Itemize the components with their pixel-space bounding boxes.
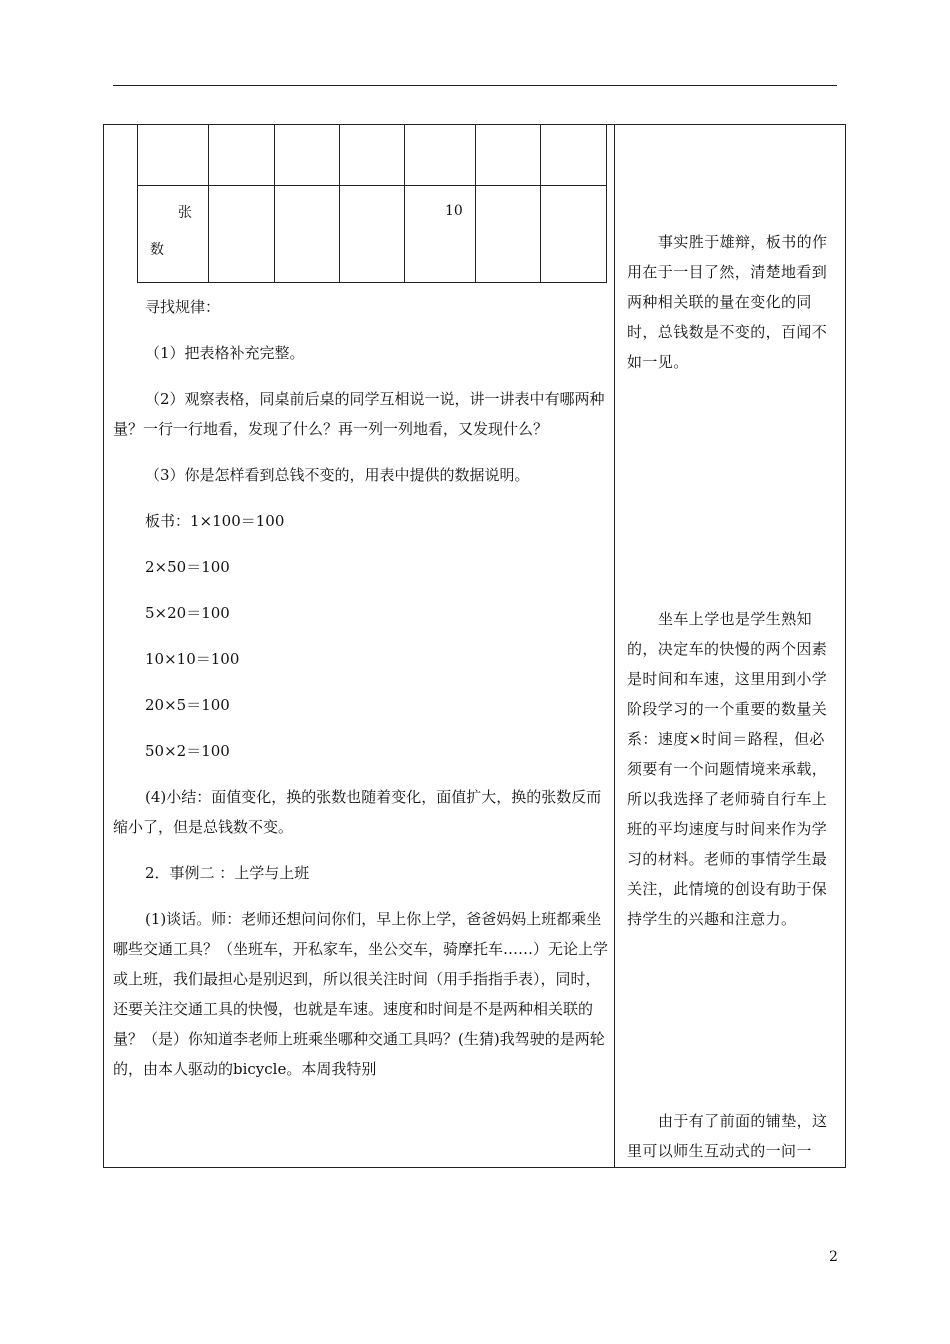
note-text: 由于有了前面的铺垫，这里可以师生互动式的一问一 xyxy=(627,1112,828,1160)
table-cell xyxy=(340,186,405,283)
equation: 5×20＝100 xyxy=(145,604,230,622)
table-cell xyxy=(275,125,340,186)
board-writing: 板书：1×100＝100 xyxy=(145,512,285,530)
table-cell xyxy=(476,186,541,283)
table-cell xyxy=(340,125,405,186)
table-cell xyxy=(209,125,275,186)
page-number: 2 xyxy=(829,1249,838,1265)
table-cell xyxy=(275,186,340,283)
row-label-count xyxy=(138,186,209,283)
row-label-char: 张 xyxy=(178,205,192,221)
note-text: 事实胜于雄辩，板书的作用在于一目了然，清楚地看到两种相关联的量在变化的同时，总钱数是不变的，百闻不如一见。 xyxy=(627,233,828,371)
design-note xyxy=(627,227,839,377)
design-note xyxy=(627,604,839,934)
paragraph: (1)谈话。师：老师还想问问你们，早上你上学，爸爸妈妈上班都乘坐哪些交通工具？（坐班车，开私家车，坐公交车，骑摩托车……）无论上学或上班，我们最担心是别迟到，所以很关注时间（用手指指手表），同时，还要关注交通工具的快慢，也就是车速。速度和时间是不是两种相关联的量？（是）你知道李老师上班乘坐哪种交通工具吗？(生猜)我驾驶的是两轮的，由本人驱动的bicycle。本周我特别 xyxy=(113,910,609,1078)
note-text: 坐车上学也是学生熟知的，决定车的快慢的两个因素是时间和车速，这里用到小学阶段学习的一个重要的数量关系：速度×时间＝路程，但必须要有一个问题情境来承载，所以我选择了老师骑自行车上班的平均速度与时间来作为学习的材料。老师的事情学生最关注，此情境的创设有助于保持学生的兴趣和注意力。 xyxy=(627,610,828,928)
section-heading: 2．事例二 ：上学与上班 xyxy=(145,864,310,882)
paragraph: (4)小结：面值变化，换的张数也随着变化，面值扩大，换的张数反而缩小了，但是总钱数不变。 xyxy=(113,788,602,836)
lesson-steps xyxy=(113,292,608,1100)
table-cell xyxy=(476,125,541,186)
table-cell xyxy=(405,125,476,186)
table-cell xyxy=(138,125,209,186)
paragraph: （1）把表格补充完整。 xyxy=(145,344,305,362)
equation: 2×50＝100 xyxy=(145,558,230,576)
table-row xyxy=(138,125,607,186)
equation: 50×2＝100 xyxy=(145,742,230,760)
table-row xyxy=(138,186,607,283)
table-cell xyxy=(541,186,607,283)
paragraph: （2）观察表格，同桌前后桌的同学互相说一说，讲一讲表中有哪两种量？一行一行地看，发现了什么？再一列一列地看，又发现什么？ xyxy=(113,390,605,438)
column-divider xyxy=(614,124,615,1168)
header-rule xyxy=(113,85,837,86)
row-label-char: 数 xyxy=(150,242,164,258)
equation: 20×5＝100 xyxy=(145,696,230,714)
table-cell xyxy=(209,186,275,283)
cell-value: 10 xyxy=(445,203,463,219)
paragraph: （3）你是怎样看到总钱不变的，用表中提供的数据说明。 xyxy=(145,466,530,484)
table-cell xyxy=(405,186,476,283)
exchange-table xyxy=(137,124,607,283)
paragraph: 寻找规律： xyxy=(145,298,221,316)
table-cell xyxy=(541,125,607,186)
equation: 10×10＝100 xyxy=(145,650,240,668)
design-note xyxy=(627,1106,839,1166)
